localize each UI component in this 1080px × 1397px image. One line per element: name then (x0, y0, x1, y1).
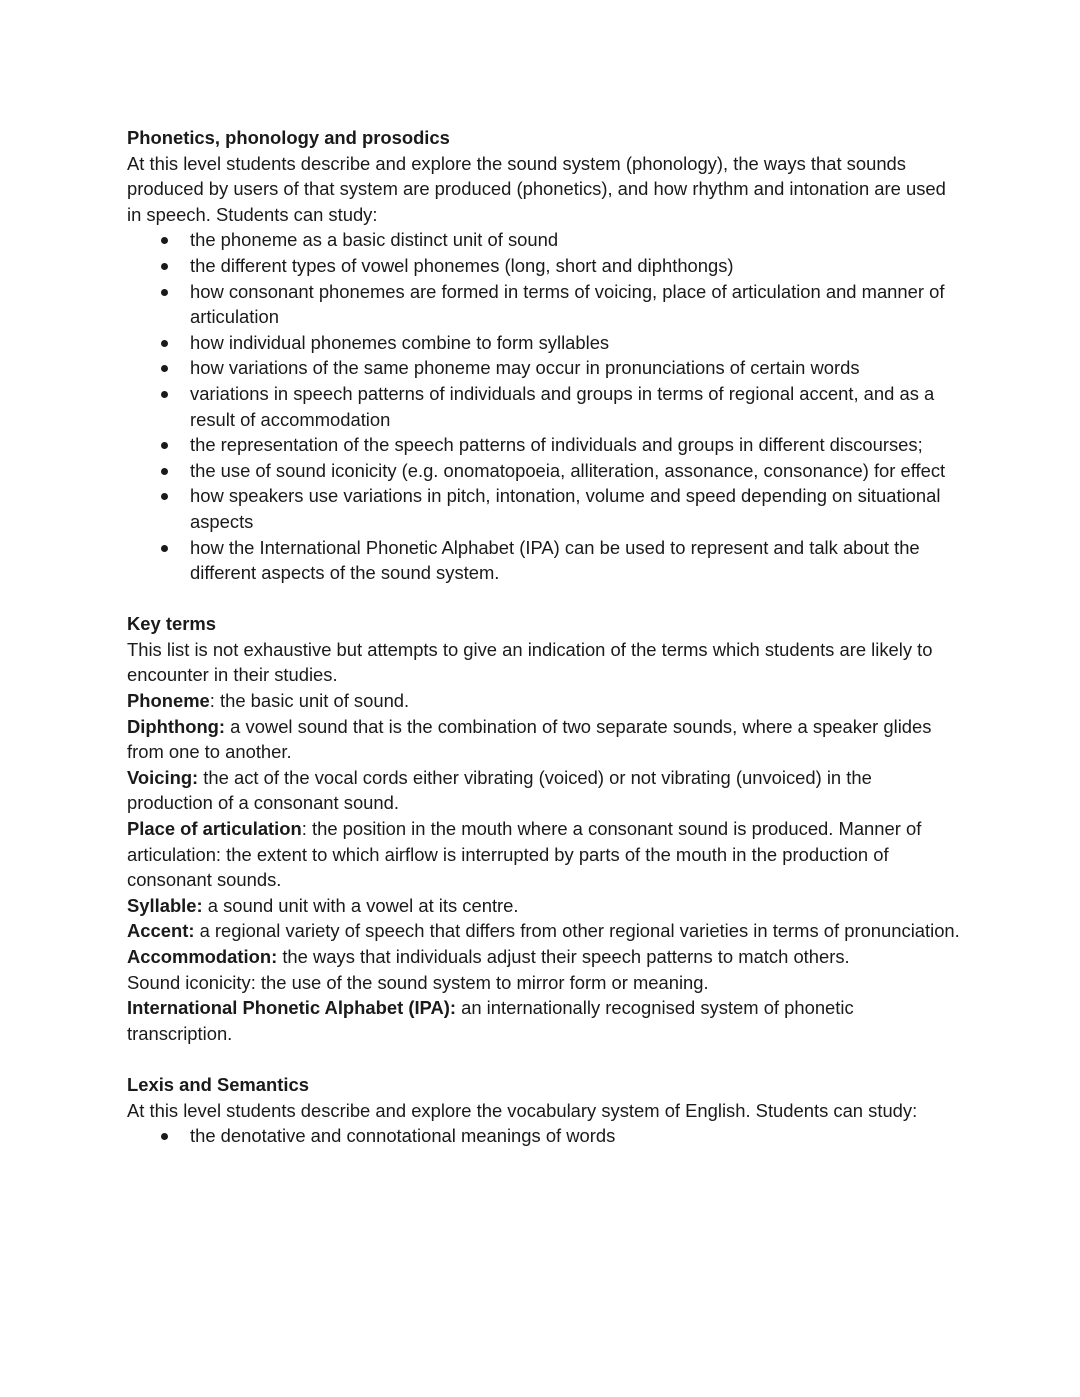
term-label: Accommodation: (127, 946, 278, 967)
term-definition: a regional variety of speech that differs from other regional varieties in terms of pronunciation. (194, 920, 960, 942)
section-intro-phonetics: At this level students describe and explore the sound system (phonology), the ways that sounds produced by users of that system are produced (phonetics), and how rhythm and intonation are used in speech. Students can study: (127, 152, 946, 225)
term-definition: the ways that individuals adjust their speech patterns to match others. (277, 946, 850, 967)
term-entry (127, 765, 962, 816)
section-intro-lexis: At this level students describe and explore the vocabulary system of English. Students can study: (127, 1099, 918, 1121)
term-label: Phoneme (127, 690, 210, 712)
list-item: the denotative and connotational meanings of words (127, 1123, 962, 1149)
bullet-list-lexis (127, 1123, 962, 1149)
term-definition: : the position in the mouth where a consonant sound is produced. Manner of articulation: the extent to which airflow is interrupted by parts of the mouth in the production of consonant sounds. (127, 818, 922, 891)
term-entry (127, 893, 962, 919)
term-entry (127, 970, 962, 996)
term-definition: Sound iconicity: the use of the sound system to mirror form or meaning. (127, 971, 709, 993)
list-item: how speakers use variations in pitch, intonation, volume and speed depending on situational aspects (127, 483, 962, 534)
term-label: Accent: (127, 920, 195, 942)
list-item: the use of sound iconicity (e.g. onomatopoeia, alliteration, assonance, consonance) for effect (127, 458, 962, 484)
spacer (127, 586, 962, 612)
list-item: the phoneme as a basic distinct unit of sound (127, 227, 962, 253)
term-label: Diphthong: (127, 715, 226, 737)
term-entry (127, 688, 962, 714)
list-item: the representation of the speech patterns of individuals and groups in different discourses; (127, 432, 962, 458)
term-entry (127, 714, 962, 765)
section-heading-key-terms: Key terms (127, 613, 216, 635)
spacer (127, 1046, 962, 1072)
term-definition: : the basic unit of sound. (209, 690, 410, 712)
term-label: International Phonetic Alphabet (IPA): (127, 997, 456, 1019)
term-entry (127, 816, 962, 893)
term-entry (127, 944, 962, 970)
list-item: how individual phonemes combine to form syllables (127, 330, 962, 356)
list-item: how the International Phonetic Alphabet (IPA) can be used to represent and talk about the different aspects of the sound system. (127, 535, 962, 586)
term-entry (127, 995, 962, 1046)
bullet-list-phonetics (127, 227, 962, 585)
term-definition: a sound unit with a vowel at its centre. (202, 894, 519, 916)
list-item: variations in speech patterns of individuals and groups in terms of regional accent, and as a result of accommodation (127, 381, 962, 432)
section-heading-phonetics: Phonetics, phonology and prosodics (127, 127, 450, 148)
term-definition: an internationally recognised system of phonetic transcription. (127, 997, 854, 1044)
term-label: Syllable: (127, 894, 203, 916)
term-label: Place of articulation (127, 818, 302, 840)
term-label: Voicing: (127, 766, 199, 788)
term-definition: the act of the vocal cords either vibrating (voiced) or not vibrating (unvoiced) in the production of a consonant sound. (127, 766, 872, 814)
term-definition: a vowel sound that is the combination of two separate sounds, where a speaker glides from one to another. (127, 715, 932, 763)
section-heading-lexis: Lexis and Semantics (127, 1073, 309, 1095)
document-page (127, 125, 962, 1149)
list-item: the different types of vowel phonemes (long, short and diphthongs) (127, 253, 962, 279)
section-intro-key-terms: This list is not exhaustive but attempts to give an indication of the terms which students are likely to encounter in their studies. (127, 638, 933, 686)
list-item: how variations of the same phoneme may occur in pronunciations of certain words (127, 355, 962, 381)
term-entry (127, 918, 962, 944)
list-item: how consonant phonemes are formed in terms of voicing, place of articulation and manner of articulation (127, 279, 962, 330)
